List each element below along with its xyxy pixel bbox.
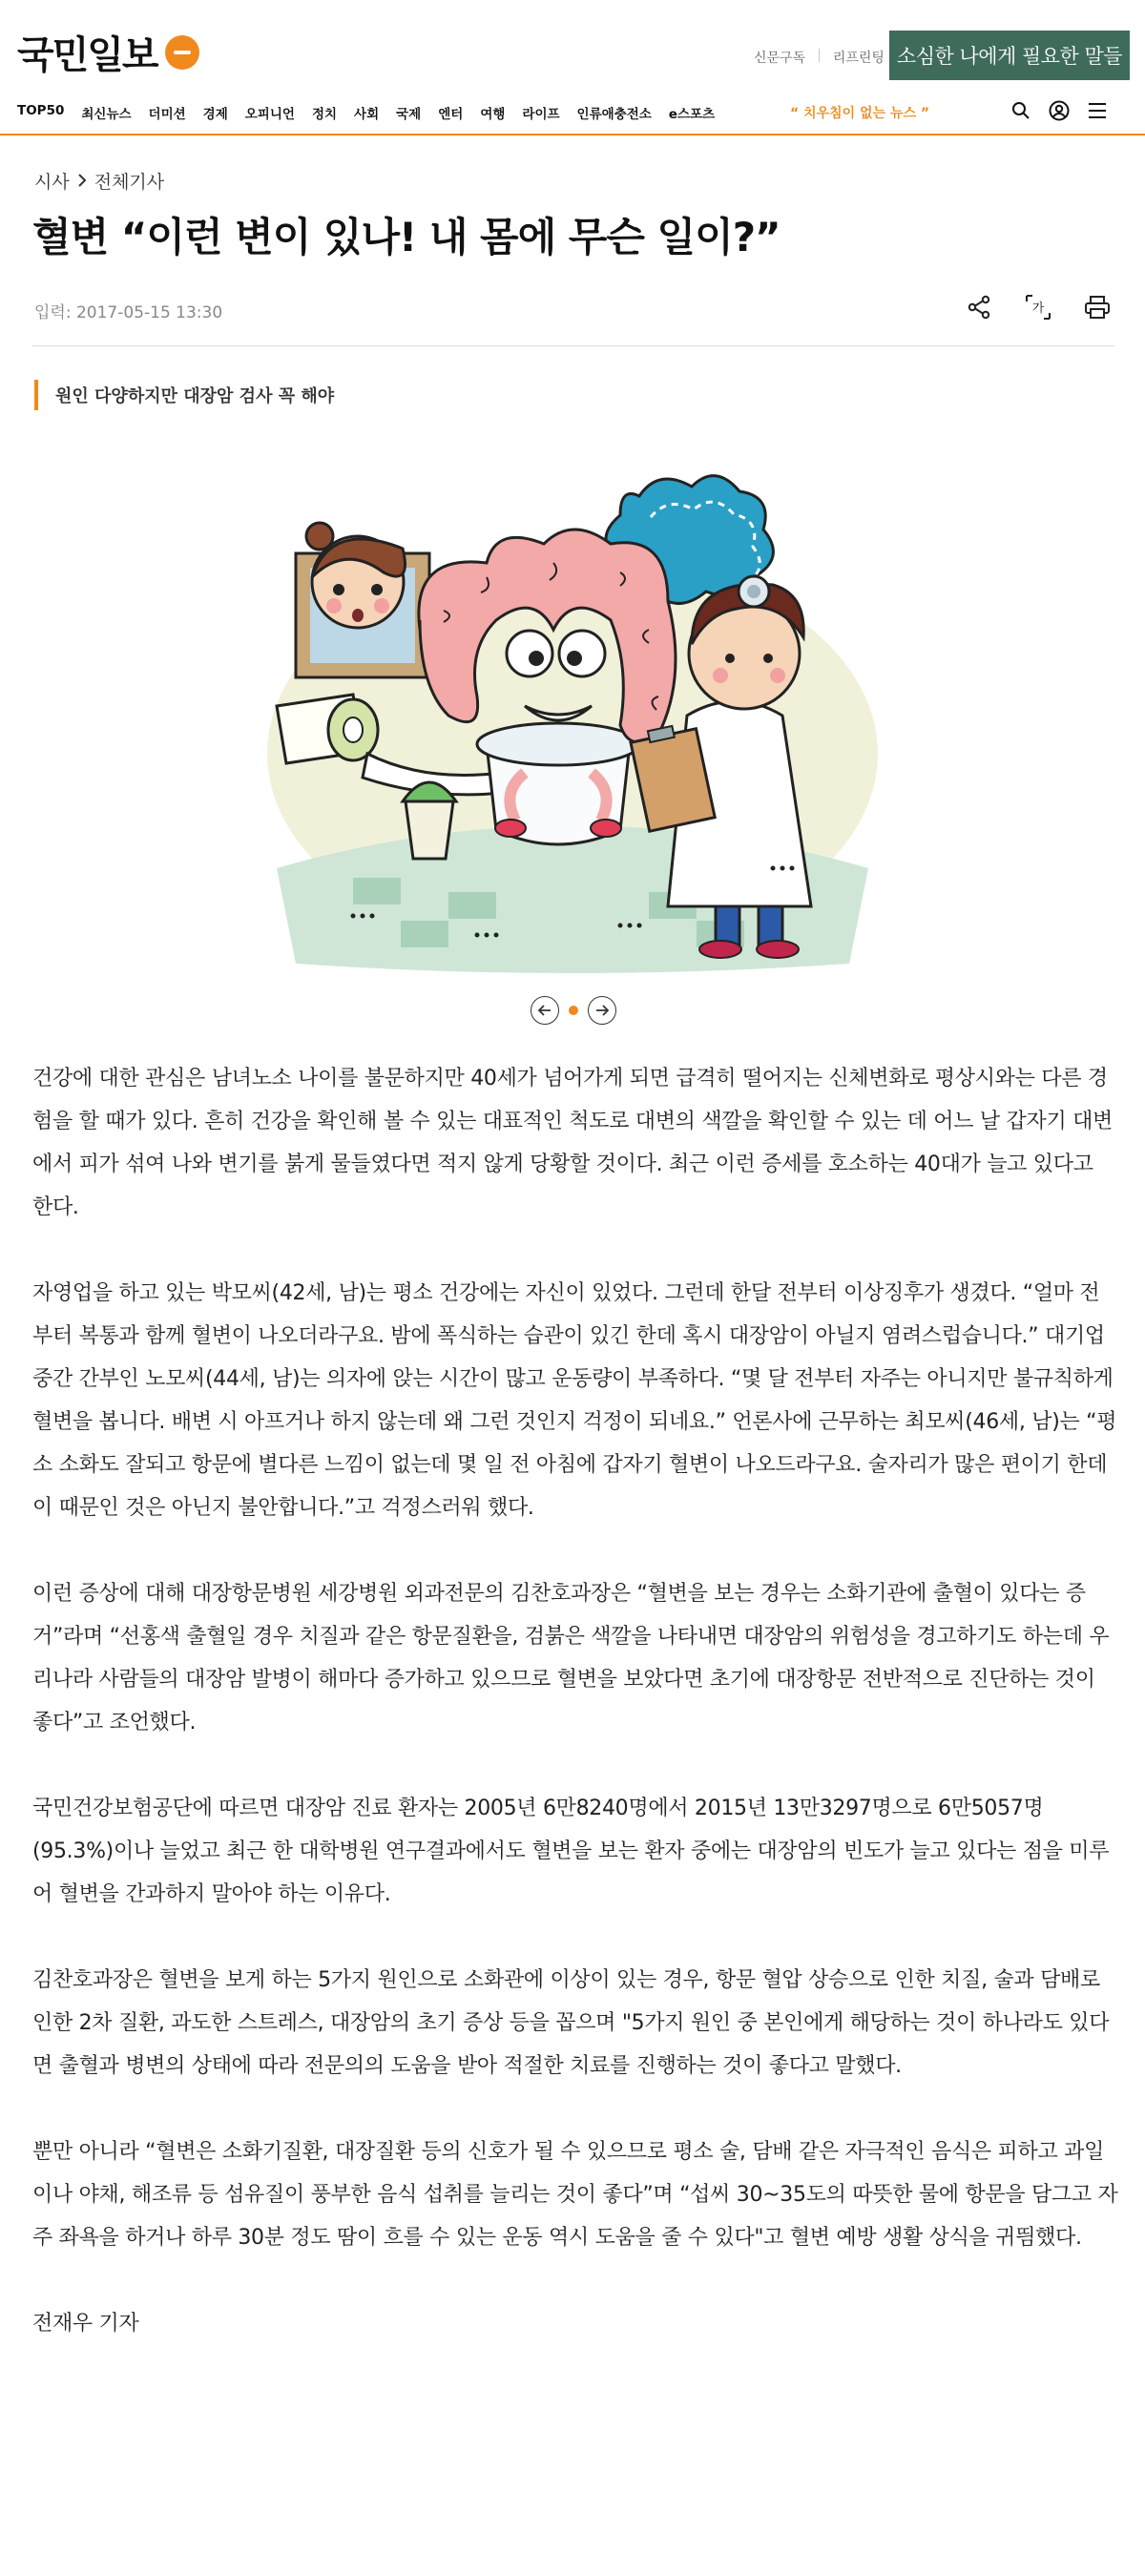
- article-paragraph: 자영업을 하고 있는 박모씨(42세, 남)는 평소 건강에는 자신이 있었다. 그런데 한달 전부터 이상징후가 생겼다. “얼마 전부터 복통과 함께 혈변이 나오더라구요. 밤에 폭식하는 습관이 있긴 한데 혹시 대장암이 아닐지 염려스럽습니다.” 대기업 중간 간부인 노모씨(44세, 남)는 의자에 앉는 시간이 많고 운동량이 부족하다. “몇 달 전부터 자주는 아니지만 불규칙하게 혈변을 봅니다. 배변 시 아프거나 하지 않는데 왜 그런 것인지 걱정이 되네요.” 언론사에 근무하는 최모씨(46세, 남)는 “평소 소화도 잘되고 항문에 별다른 느낌이 없는데 몇 일 전 아침에 갑자기 혈변이 나오드라구요. 술자리가 많은 편이기 한데 이 때문인 것은 아닌지 불안합니다.”고 걱정스러워 했다.: [32, 1281, 1117, 1520]
- breadcrumb-subsection[interactable]: 전체기사: [94, 172, 165, 193]
- main-nav: [0, 95, 1145, 135]
- article-subhead: 원인 다양하지만 대장암 검사 꼭 해야: [34, 380, 334, 410]
- logo-mark-icon: [165, 35, 199, 70]
- user-icon[interactable]: [1048, 99, 1071, 122]
- image-slider-controls: [531, 996, 616, 1025]
- prev-arrow-icon[interactable]: [531, 996, 559, 1025]
- nav-item-economy[interactable]: 경제: [202, 107, 228, 122]
- svg-text:가: 가: [1031, 301, 1045, 316]
- nav-item-latest[interactable]: 최신뉴스: [81, 107, 132, 122]
- promo-banner[interactable]: 소심한 나에게 필요한 말들: [889, 31, 1130, 80]
- nav-item-society[interactable]: 사회: [354, 107, 380, 122]
- article-headline: 혈변 “이런 변이 있나! 내 몸에 무슨 일이?”: [32, 214, 781, 260]
- menu-icon[interactable]: [1086, 99, 1109, 122]
- search-icon[interactable]: [1010, 99, 1032, 122]
- slide-indicator-dot[interactable]: [569, 1006, 578, 1015]
- nav-list: [17, 103, 715, 122]
- print-icon[interactable]: [1082, 292, 1113, 322]
- top-links: [754, 48, 885, 67]
- article-paragraph: 김찬호과장은 혈변을 보게 하는 5가지 원인으로 소화관에 이상이 있는 경우, 항문 혈압 상승으로 인한 치질, 술과 담배로 인한 2차 질환, 과도한 스트레스, 대장암의 초기 증상 등을 꼽으며 "5가지 원인 중 본인에게 해당하는 것이 하나라도 있다면 출혈과 병변의 상태에 따라 전문의의 도움을 받아 적절한 치료를 진행하는 것이 좋다고 말했다.: [32, 1968, 1110, 2078]
- breadcrumb: [34, 168, 164, 194]
- next-arrow-icon[interactable]: [588, 996, 616, 1025]
- share-icon[interactable]: [964, 292, 994, 322]
- nav-item-top50[interactable]: TOP50: [17, 103, 65, 118]
- site-logo[interactable]: [17, 25, 199, 79]
- nav-item-politics[interactable]: 정치: [311, 107, 338, 122]
- subscribe-link[interactable]: 신문구독: [754, 51, 806, 66]
- article-paragraph: 뿐만 아니라 “혈변은 소화기질환, 대장질환 등의 신호가 될 수 있으므로 평소 술, 담배 같은 자극적인 음식은 피하고 과일이나 야채, 해조류 등 섬유질이 풍부한 음식 섭취를 늘리는 것이 좋다”며 “섭씨 30~35도의 따뜻한 물에 항문을 담그고 자주 좌욕을 하거나 하루 30분 정도 땀이 흐를 수 있는 운동 역시 도움을 줄 수 있다"고 혈변 예방 생활 상식을 귀띔했다.: [32, 2140, 1118, 2250]
- nav-item-travel[interactable]: 여행: [480, 107, 506, 122]
- nav-item-entertainment[interactable]: 엔터: [438, 107, 464, 122]
- reprint-link[interactable]: 리프린팅: [832, 51, 885, 66]
- font-size-icon[interactable]: [1023, 292, 1053, 322]
- article-paragraph: 이런 증상에 대해 대장항문병원 세강병원 외과전문의 김찬호과장은 “혈변을 보는 경우는 소화기관에 출혈이 있다는 증거”라며 “선홍색 출혈일 경우 치질과 같은 항문질환을, 검붉은 색깔을 나타내면 대장암의 위험성을 경고하기도 하는데 우리나라 사람들의 대장암 발병이 해마다 증가하고 있으므로 혈변을 보았다면 초기에 대장항문 전반적으로 진단하는 것이 좋다”고 조언했다.: [32, 1582, 1110, 1735]
- article-paragraph: 국민건강보험공단에 따르면 대장암 진료 환자는 2005년 6만8240명에서 2015년 13만3297명으로 6만5057명(95.3%)이나 늘었고 최근 한 대학병원 연구결과에서도 혈변을 보는 환자 중에는 대장암의 빈도가 늘고 있다는 점을 미루어 혈변을 간과하지 말아야 하는 이유다.: [32, 1797, 1110, 1906]
- publish-date: 입력: 2017-05-15 13:30: [34, 303, 223, 322]
- nav-item-humanity[interactable]: 인류애충전소: [576, 107, 652, 122]
- header-tools: [1010, 99, 1109, 122]
- site-header: [0, 0, 1145, 92]
- article-paragraph: 건강에 대한 관심은 남녀노소 나이를 불문하지만 40세가 넘어가게 되면 급격히 떨어지는 신체변화로 평상시와는 다른 경험을 할 때가 있다. 흔히 건강을 확인해 볼 수 있는 대표적인 척도로 대변의 색깔을 확인할 수 있는 데 어느 날 갑자기 대변에서 피가 섞여 나와 변기를 붉게 물들였다면 적지 않게 당황할 것이다. 최근 이런 증세를 호소하는 40대가 늘고 있다고 한다.: [32, 1067, 1113, 1219]
- link-divider: |: [817, 48, 822, 63]
- article-tools: [964, 292, 1113, 322]
- nav-item-life[interactable]: 라이프: [522, 107, 560, 122]
- logo-text: 국민일보: [17, 33, 157, 77]
- nav-item-opinion[interactable]: 오피니언: [244, 107, 295, 122]
- article-illustration: [239, 467, 906, 983]
- nav-item-esports[interactable]: e스포츠: [668, 107, 716, 122]
- nav-item-mission[interactable]: 더미션: [148, 107, 186, 122]
- nav-item-world[interactable]: 국제: [396, 107, 422, 122]
- article-body: [32, 1057, 1118, 2388]
- tagline: “ 치우침이 없는 뉴스 ”: [790, 106, 930, 121]
- chevron-right-icon: [77, 171, 87, 192]
- author-byline: 전재우 기자: [32, 2312, 139, 2336]
- header-divider: [32, 345, 1114, 346]
- breadcrumb-section[interactable]: 시사: [34, 172, 70, 193]
